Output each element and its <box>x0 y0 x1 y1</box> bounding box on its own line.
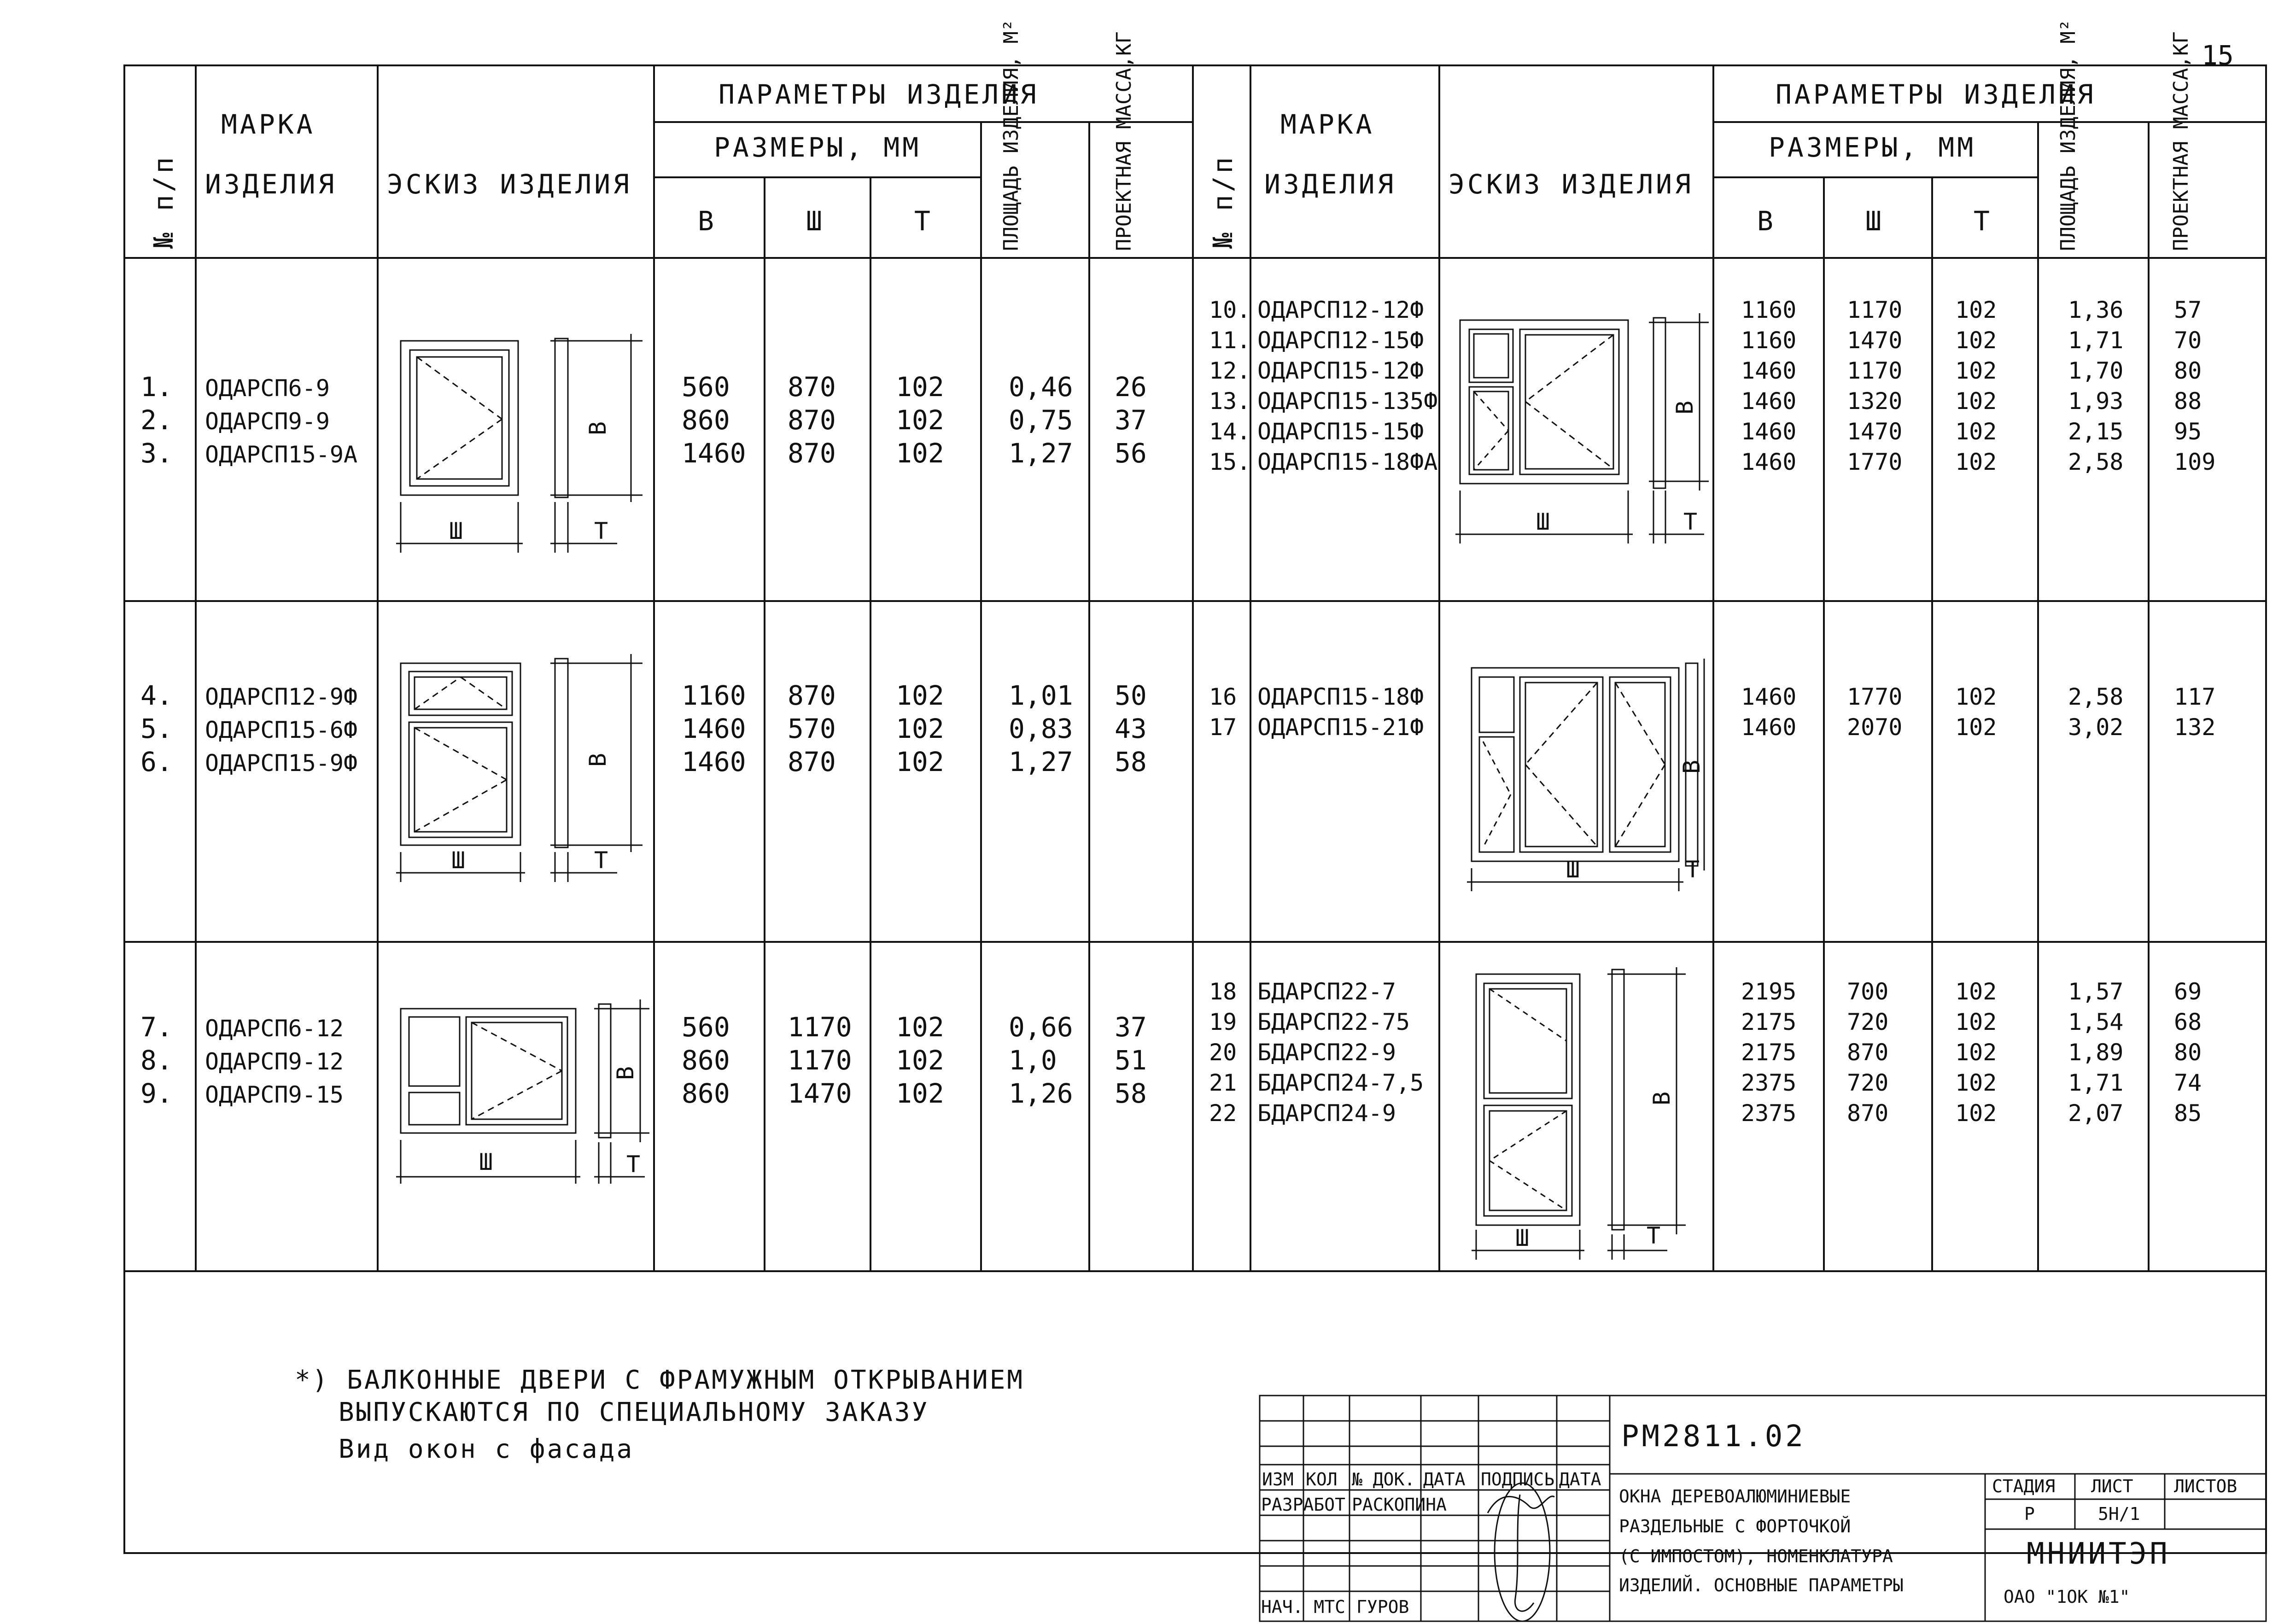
cell-sh: 1170 <box>788 1011 852 1043</box>
cell-sh: 1170 <box>788 1045 852 1076</box>
cell-mass: 117 <box>2174 683 2216 710</box>
sketch-label-b: В <box>584 753 611 767</box>
cell-n: 16 <box>1209 683 1237 710</box>
tb-code: РМ2811.02 <box>1621 1420 1806 1454</box>
sketch-label-sh: Ш <box>1515 1225 1530 1251</box>
sketch-label-t: Т <box>1647 1222 1661 1249</box>
tb-sheet-label: ЛИСТ <box>2091 1476 2133 1496</box>
cell-sh: 870 <box>1847 1100 1889 1127</box>
cell-n: 22 <box>1209 1100 1237 1127</box>
cell-mark: ОДАРСП9-12 <box>205 1048 344 1075</box>
cell-n: 3. <box>140 438 173 469</box>
sketch-label-b: В <box>1648 1091 1675 1105</box>
cell-mark: БДАРСП24-7,5 <box>1257 1069 1424 1096</box>
cell-mass: 57 <box>2174 297 2202 323</box>
cell-mark: ОДАРСП15-135Ф <box>1257 388 1438 415</box>
cell-n: 14. <box>1209 418 1251 445</box>
header-col-sh-right: Ш <box>1865 205 1884 237</box>
note-line-2: ВЫПУСКАЮТСЯ ПО СПЕЦИАЛЬНОМУ ЗАКАЗУ <box>339 1397 929 1427</box>
cell-n: 4. <box>140 680 173 711</box>
cell-b: 860 <box>682 1045 730 1076</box>
cell-mass: 95 <box>2174 418 2202 445</box>
cell-sh: 1170 <box>1847 297 1903 323</box>
sketch-label-b: В <box>1671 400 1698 415</box>
cell-mass: 68 <box>2174 1009 2202 1035</box>
cell-area: 2,58 <box>2068 683 2124 710</box>
sketch-window-single <box>396 334 643 553</box>
cell-sh: 1320 <box>1847 388 1903 415</box>
cell-t: 102 <box>1955 1100 1997 1127</box>
cell-n: 2. <box>140 404 173 436</box>
header-mass: ПРОЕКТНАЯ МАССА,КГ <box>1112 31 1136 251</box>
cell-area: 1,0 <box>1009 1045 1057 1076</box>
sketch-label-b: В <box>1678 759 1705 774</box>
cell-b: 1160 <box>1741 327 1797 354</box>
cell-mark: ОДАРСП15-18Ф <box>1257 683 1424 710</box>
cell-t: 102 <box>896 1045 944 1076</box>
tb-col-kol: КОЛ <box>1306 1469 1338 1490</box>
tb-col-sign: ПОДПИСЬ <box>1481 1469 1555 1490</box>
tb-name-2: ГУРОВ <box>1356 1597 1409 1617</box>
cell-mark: ОДАРСП9-15 <box>205 1081 344 1108</box>
tb-role-2: НАЧ. МТС <box>1261 1597 1346 1617</box>
header-sizes-right: РАЗМЕРЫ, ММ <box>1769 132 1976 163</box>
sketch-label-sh: Ш <box>1536 508 1550 535</box>
sketch-window-double <box>1455 313 1709 543</box>
cell-b: 1460 <box>682 713 746 744</box>
cell-mark: ОДАРСП6-9 <box>205 375 330 402</box>
cell-area: 0,83 <box>1009 713 1073 744</box>
cell-t: 102 <box>1955 418 1997 445</box>
cell-mass: 51 <box>1115 1045 1147 1076</box>
cell-mass: 132 <box>2174 714 2216 741</box>
sketch-window-transom <box>396 654 643 882</box>
cell-t: 102 <box>1955 327 1997 354</box>
header-mark-right-1: МАРКА <box>1280 109 1375 140</box>
tb-sheet-value: 5Н/1 <box>2098 1504 2140 1524</box>
cell-t: 102 <box>896 1011 944 1043</box>
cell-t: 102 <box>1955 978 1997 1005</box>
sketch-label-t: Т <box>594 518 608 544</box>
cell-n: 13. <box>1209 388 1251 415</box>
cell-b: 1460 <box>1741 357 1797 384</box>
cell-t: 102 <box>1955 388 1997 415</box>
header-col-b: В <box>698 205 717 237</box>
sketch-label-t: Т <box>1683 508 1698 535</box>
header-params-right: ПАРАМЕТРЫ ИЗДЕЛИЯ <box>1776 79 2096 110</box>
sketch-balcony-door <box>1472 967 1686 1260</box>
tb-col-date: ДАТА <box>1423 1469 1466 1490</box>
cell-sh: 1470 <box>788 1078 852 1109</box>
sketch-window-triple <box>1467 659 1705 891</box>
cell-mass: 85 <box>2174 1100 2202 1127</box>
table-grid <box>124 65 2266 1553</box>
cell-mark: ОДАРСП15-15Ф <box>1257 418 1424 445</box>
tb-desc-3: (С ИМПОСТОМ), НОМЕНКЛАТУРА <box>1619 1546 1893 1566</box>
cell-sh: 1170 <box>1847 357 1903 384</box>
tb-sheets-label: ЛИСТОВ <box>2174 1476 2237 1496</box>
page-number: 15 <box>2202 40 2234 71</box>
cell-mark: ОДАРСП15-18ФА <box>1257 449 1438 475</box>
tb-desc-2: РАЗДЕЛЬНЫЕ С ФОРТОЧКОЙ <box>1619 1516 1851 1536</box>
sketch-label-sh: Ш <box>1566 856 1580 883</box>
cell-mass: 80 <box>2174 1039 2202 1066</box>
cell-mass: 80 <box>2174 357 2202 384</box>
cell-sh: 1770 <box>1847 683 1903 710</box>
cell-b: 560 <box>682 1011 730 1043</box>
tb-col-doc: № ДОК. <box>1352 1469 1415 1490</box>
cell-t: 102 <box>896 371 944 403</box>
header-sketch: ЭСКИЗ ИЗДЕЛИЯ <box>387 169 632 200</box>
cell-b: 1460 <box>1741 683 1797 710</box>
cell-mass: 70 <box>2174 327 2202 354</box>
sketch-label-b: В <box>612 1066 639 1080</box>
cell-sh: 720 <box>1847 1069 1889 1096</box>
tb-stage-value: Р <box>2024 1504 2035 1524</box>
cell-n: 21 <box>1209 1069 1237 1096</box>
cell-area: 1,36 <box>2068 297 2124 323</box>
cell-n: 18 <box>1209 978 1237 1005</box>
header-mark-right-2: ИЗДЕЛИЯ <box>1264 169 1396 200</box>
cell-b: 1460 <box>682 438 746 469</box>
cell-area: 1,26 <box>1009 1078 1073 1109</box>
cell-mass: 43 <box>1115 713 1147 744</box>
cell-b: 1460 <box>1741 714 1797 741</box>
sketch-label-sh: Ш <box>451 847 466 874</box>
cell-mark: ОДАРСП15-21Ф <box>1257 714 1424 741</box>
cell-mass: 50 <box>1115 680 1147 711</box>
tb-col-izm: ИЗМ <box>1262 1469 1294 1490</box>
cell-n: 8. <box>140 1045 173 1076</box>
tb-role-1: РАЗРАБОТ <box>1261 1495 1346 1515</box>
cell-mass: 37 <box>1115 1011 1147 1043</box>
cell-area: 2,07 <box>2068 1100 2124 1127</box>
cell-t: 102 <box>896 438 944 469</box>
header-num: № п/п <box>148 154 179 249</box>
cell-area: 1,54 <box>2068 1009 2124 1035</box>
cell-b: 2175 <box>1741 1009 1797 1035</box>
cell-b: 1460 <box>1741 418 1797 445</box>
sketch-label-b: В <box>584 421 611 435</box>
cell-mass: 58 <box>1115 746 1147 777</box>
cell-t: 102 <box>896 746 944 777</box>
cell-sh: 1470 <box>1847 327 1903 354</box>
cell-t: 102 <box>1955 714 1997 741</box>
header-params: ПАРАМЕТРЫ ИЗДЕЛИЯ <box>719 79 1039 110</box>
cell-mass: 26 <box>1115 371 1147 403</box>
sketch-label-sh: Ш <box>449 518 463 544</box>
cell-area: 1,70 <box>2068 357 2124 384</box>
cell-sh: 870 <box>1847 1039 1889 1066</box>
cell-b: 2175 <box>1741 1039 1797 1066</box>
cell-t: 102 <box>1955 1039 1997 1066</box>
cell-mark: БДАРСП22-9 <box>1257 1039 1396 1066</box>
header-area: ПЛОЩАДЬ ИЗДЕЛИЯ, М² <box>999 19 1023 251</box>
cell-mass: 88 <box>2174 388 2202 415</box>
cell-area: 0,46 <box>1009 371 1073 403</box>
cell-area: 1,27 <box>1009 746 1073 777</box>
cell-sh: 570 <box>788 713 836 744</box>
header-mark-2: ИЗДЕЛИЯ <box>205 169 337 200</box>
cell-area: 1,01 <box>1009 680 1073 711</box>
cell-n: 19 <box>1209 1009 1237 1035</box>
cell-mark: ОДАРСП15-9Ф <box>205 750 358 777</box>
cell-area: 0,75 <box>1009 404 1073 436</box>
cell-t: 102 <box>1955 1009 1997 1035</box>
cell-mass: 109 <box>2174 449 2216 475</box>
tb-org-2: ОАО "1ОК №1" <box>2004 1587 2130 1607</box>
sketch-label-sh: Ш <box>479 1149 493 1175</box>
cell-area: 1,71 <box>2068 1069 2124 1096</box>
header-col-b-right: В <box>1757 205 1776 237</box>
cell-sh: 700 <box>1847 978 1889 1005</box>
cell-area: 1,93 <box>2068 388 2124 415</box>
table-rows <box>140 297 2215 1127</box>
cell-area: 2,58 <box>2068 449 2124 475</box>
cell-b: 860 <box>682 1078 730 1109</box>
cell-n: 12. <box>1209 357 1251 384</box>
cell-area: 3,02 <box>2068 714 2124 741</box>
tb-desc-1: ОКНА ДЕРЕВОАЛЮМИНИЕВЫЕ <box>1619 1486 1851 1507</box>
cell-n: 11. <box>1209 327 1251 354</box>
cell-mass: 58 <box>1115 1078 1147 1109</box>
cell-area: 1,27 <box>1009 438 1073 469</box>
cell-t: 102 <box>1955 683 1997 710</box>
cell-t: 102 <box>1955 357 1997 384</box>
cell-mark: БДАРСП24-9 <box>1257 1100 1396 1127</box>
sketch-label-t: Т <box>626 1151 641 1178</box>
header-num-right: № п/п <box>1207 154 1238 249</box>
tb-stage-label: СТАДИЯ <box>1992 1476 2056 1496</box>
cell-n: 5. <box>140 713 173 744</box>
cell-b: 1460 <box>682 746 746 777</box>
tb-col-data: ДАТА <box>1559 1469 1601 1490</box>
cell-sh: 870 <box>788 404 836 436</box>
cell-mark: ОДАРСП12-15Ф <box>1257 327 1424 354</box>
header-col-t: Т <box>914 205 933 237</box>
header-area-right: ПЛОЩАДЬ ИЗДЕЛИЯ, М² <box>2056 19 2080 251</box>
cell-t: 102 <box>896 1078 944 1109</box>
cell-t: 102 <box>1955 297 1997 323</box>
note-line-1: *) БАЛКОННЫЕ ДВЕРИ С ФРАМУЖНЫМ ОТКРЫВАНИЕМ <box>295 1365 1025 1395</box>
cell-n: 17 <box>1209 714 1237 741</box>
cell-b: 1160 <box>1741 297 1797 323</box>
cell-mark: ОДАРСП15-9А <box>205 441 358 468</box>
cell-mark: БДАРСП22-7 <box>1257 978 1396 1005</box>
header-col-sh: Ш <box>806 205 825 237</box>
cell-t: 102 <box>896 680 944 711</box>
cell-t: 102 <box>1955 449 1997 475</box>
cell-sh: 720 <box>1847 1009 1889 1035</box>
cell-area: 1,89 <box>2068 1039 2124 1066</box>
cell-sh: 870 <box>788 680 836 711</box>
cell-sh: 870 <box>788 746 836 777</box>
cell-b: 2375 <box>1741 1069 1797 1096</box>
cell-area: 1,57 <box>2068 978 2124 1005</box>
cell-t: 102 <box>896 404 944 436</box>
cell-n: 6. <box>140 746 173 777</box>
cell-mark: ОДАРСП15-12Ф <box>1257 357 1424 384</box>
cell-area: 1,71 <box>2068 327 2124 354</box>
cell-b: 1460 <box>1741 449 1797 475</box>
cell-mass: 56 <box>1115 438 1147 469</box>
cell-mark: ОДАРСП6-12 <box>205 1015 344 1042</box>
cell-mark: ОДАРСП9-9 <box>205 408 330 435</box>
cell-t: 102 <box>896 713 944 744</box>
cell-n: 15. <box>1209 449 1251 475</box>
cell-sh: 870 <box>788 371 836 403</box>
cell-b: 560 <box>682 371 730 403</box>
cell-mark: ОДАРСП12-12Ф <box>1257 297 1424 323</box>
header-col-t-right: Т <box>1974 205 1992 237</box>
cell-mass: 37 <box>1115 404 1147 436</box>
cell-t: 102 <box>1955 1069 1997 1096</box>
cell-n: 20 <box>1209 1039 1237 1066</box>
sketch-label-t: Т <box>1686 856 1700 883</box>
header-mass-right: ПРОЕКТНАЯ МАССА,КГ <box>2169 31 2193 251</box>
cell-sh: 1470 <box>1847 418 1903 445</box>
cell-mass: 74 <box>2174 1069 2202 1096</box>
cell-n: 7. <box>140 1011 173 1043</box>
cell-b: 1460 <box>1741 388 1797 415</box>
cell-n: 9. <box>140 1078 173 1109</box>
header-sketch-right: ЭСКИЗ ИЗДЕЛИЯ <box>1449 169 1694 200</box>
cell-n: 1. <box>140 371 173 403</box>
cell-n: 10. <box>1209 297 1251 323</box>
cell-area: 2,15 <box>2068 418 2124 445</box>
cell-b: 2195 <box>1741 978 1797 1005</box>
note-line-3: Вид окон с фасада <box>339 1434 634 1464</box>
cell-area: 0,66 <box>1009 1011 1073 1043</box>
tb-name-1: РАСКОПИНА <box>1352 1495 1447 1515</box>
cell-b: 860 <box>682 404 730 436</box>
cell-b: 1160 <box>682 680 746 711</box>
tb-org: МНИИТЭП <box>2027 1537 2170 1571</box>
cell-mark: ОДАРСП15-6Ф <box>205 717 358 743</box>
cell-mark: ОДАРСП12-9Ф <box>205 683 358 710</box>
sketch-window-wide <box>396 999 649 1184</box>
cell-mass: 69 <box>2174 978 2202 1005</box>
cell-sh: 2070 <box>1847 714 1903 741</box>
cell-sh: 1770 <box>1847 449 1903 475</box>
header-sizes: РАЗМЕРЫ, ММ <box>714 132 922 163</box>
cell-b: 2375 <box>1741 1100 1797 1127</box>
header-mark-1: МАРКА <box>221 109 315 140</box>
cell-mark: БДАРСП22-75 <box>1257 1009 1410 1035</box>
tb-desc-4: ИЗДЕЛИЙ. ОСНОВНЫЕ ПАРАМЕТРЫ <box>1619 1575 1904 1595</box>
sketch-label-t: Т <box>594 847 608 874</box>
cell-sh: 870 <box>788 438 836 469</box>
